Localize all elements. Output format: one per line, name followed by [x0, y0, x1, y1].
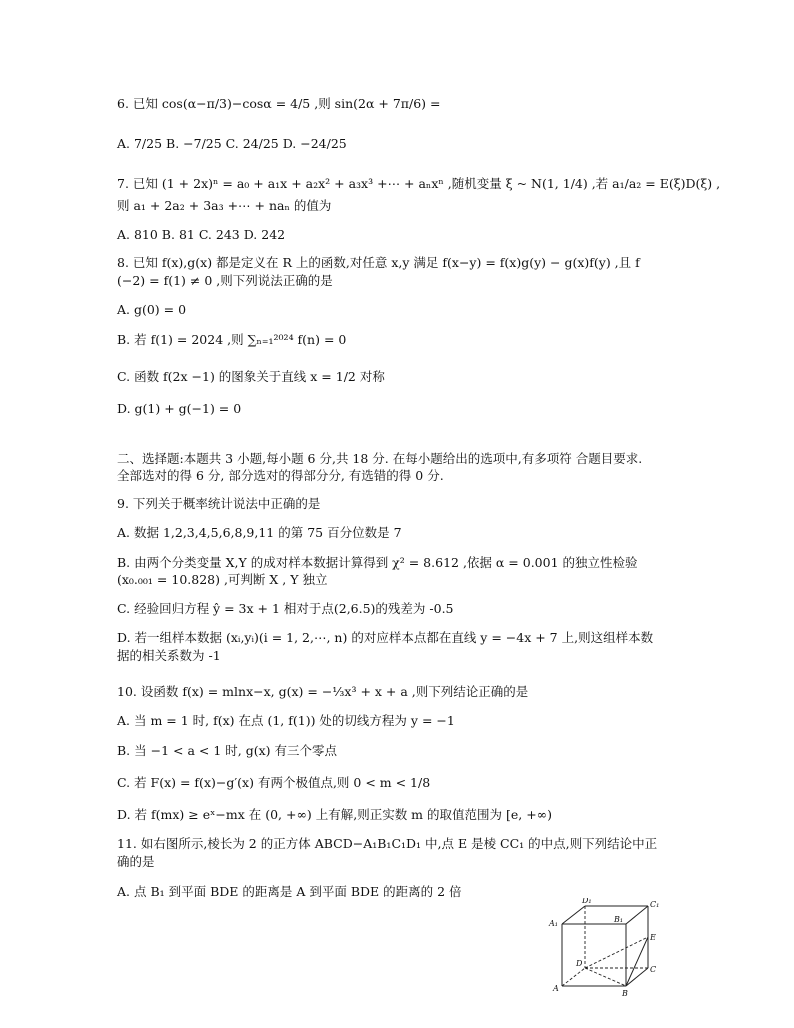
q9-stem: 9. 下列关于概率统计说法中正确的是 — [117, 496, 321, 511]
q8-option-b: B. 若 f(1) = 2024 ,则 ∑ₙ₌₁²⁰²⁴ f(n) = 0 — [117, 332, 347, 347]
label-A1: A₁ — [549, 919, 558, 928]
cube-figure — [540, 898, 670, 1026]
q8-option-d: D. g(1) + g(−1) = 0 — [117, 401, 242, 416]
q8-stem-line1: 8. 已知 f(x),g(x) 都是定义在 R 上的函数,对任意 x,y 满足 f(x−y) = f(x)g(y) − g(x)f(y) ,且 f — [117, 255, 640, 270]
q9-option-b-line2: (x₀.₀₀₁ = 10.828) ,可判断 X , Y 独立 — [117, 572, 328, 587]
q10-option-d: D. 若 f(mx) ≥ eˣ−mx 在 (0, +∞) 上有解,则正实数 m 的取值范围为 [e, +∞) — [117, 807, 552, 822]
q11-stem-line1: 11. 如右图所示,棱长为 2 的正方体 ABCD−A₁B₁C₁D₁ 中,点 E 是棱 CC₁ 的中点,则下列结论中正 — [117, 836, 658, 851]
label-E: E — [650, 933, 656, 942]
segment-DB — [585, 968, 626, 986]
q11-option-a: A. 点 B₁ 到平面 BDE 的距离是 A 到平面 BDE 的距离的 2 倍 — [117, 884, 462, 899]
q8-stem-line2: (−2) = f(1) ≠ 0 ,则下列说法正确的是 — [117, 273, 333, 288]
segment-BE — [626, 937, 648, 986]
label-B1: B₁ — [614, 915, 624, 924]
section2-intro-line2: 全部选对的得 6 分, 部分选对的得部分分, 有选错的得 0 分. — [117, 468, 444, 483]
q10-stem: 10. 设函数 f(x) = mlnx−x, g(x) = −⅓x³ + x + a ,则下列结论正确的是 — [117, 684, 529, 699]
edge-B1C1 — [626, 906, 648, 924]
q10-option-a: A. 当 m = 1 时, f(x) 在点 (1, f(1)) 处的切线方程为 y = −1 — [117, 713, 455, 728]
edge-BC — [626, 968, 648, 986]
segment-DE — [585, 937, 648, 968]
label-C1: C₁ — [650, 900, 660, 909]
q11-stem-line2: 确的是 — [117, 854, 155, 869]
q7-stem-line1: 7. 已知 (1 + 2x)ⁿ = a₀ + a₁x + a₂x² + a₃x³ +⋯ + aₙxⁿ ,随机变量 ξ ~ N(1, 1/4) ,若 a₁/a₂ = E(ξ)D(ξ) , — [117, 176, 721, 191]
label-B: B — [622, 989, 628, 998]
q8-option-a: A. g(0) = 0 — [117, 302, 187, 317]
q9-option-a: A. 数据 1,2,3,4,5,6,8,9,11 的第 75 百分位数是 7 — [117, 525, 402, 540]
edge-A1D1 — [562, 906, 585, 924]
q8-option-c: C. 函数 f(2x −1) 的图象关于直线 x = 1/2 对称 — [117, 369, 385, 384]
q9-option-c: C. 经验回归方程 ŷ = 3x + 1 相对于点(2,6.5)的残差为 -0.5 — [117, 601, 454, 616]
q9-option-d-line1: D. 若一组样本数据 (xᵢ,yᵢ)(i = 1, 2,⋯, n) 的对应样本点都在直线 y = −4x + 7 上,则这组样本数 — [117, 630, 654, 645]
q10-option-c: C. 若 F(x) = f(x)−g′(x) 有两个极值点,则 0 < m < 1/8 — [117, 775, 431, 790]
edge-AD — [562, 968, 585, 986]
q7-options: A. 810 B. 81 C. 243 D. 242 — [117, 227, 286, 242]
label-D: D — [576, 959, 583, 968]
label-C: C — [650, 965, 657, 974]
q6-options: A. 7/25 B. −7/25 C. 24/25 D. −24/25 — [117, 136, 347, 151]
q9-option-b-line1: B. 由两个分类变量 X,Y 的成对样本数据计算得到 χ² = 8.612 ,依据 α = 0.001 的独立性检验 — [117, 555, 638, 570]
q10-option-b: B. 当 −1 < a < 1 时, g(x) 有三个零点 — [117, 743, 337, 758]
label-A: A — [553, 984, 559, 993]
label-D1: D₁ — [582, 898, 592, 905]
q9-option-d-line2: 据的相关系数为 -1 — [117, 648, 221, 663]
q6-stem: 6. 已知 cos(α−π/3)−cosα = 4/5 ,则 sin(2α + 7π/6) = — [117, 96, 441, 111]
section2-intro-line1: 二、选择题:本题共 3 小题,每小题 6 分,共 18 分. 在每小题给出的选项中,有多项符 合题目要求. — [117, 451, 643, 466]
q7-stem-line2: 则 a₁ + 2a₂ + 3a₃ +⋯ + naₙ 的值为 — [117, 198, 332, 213]
